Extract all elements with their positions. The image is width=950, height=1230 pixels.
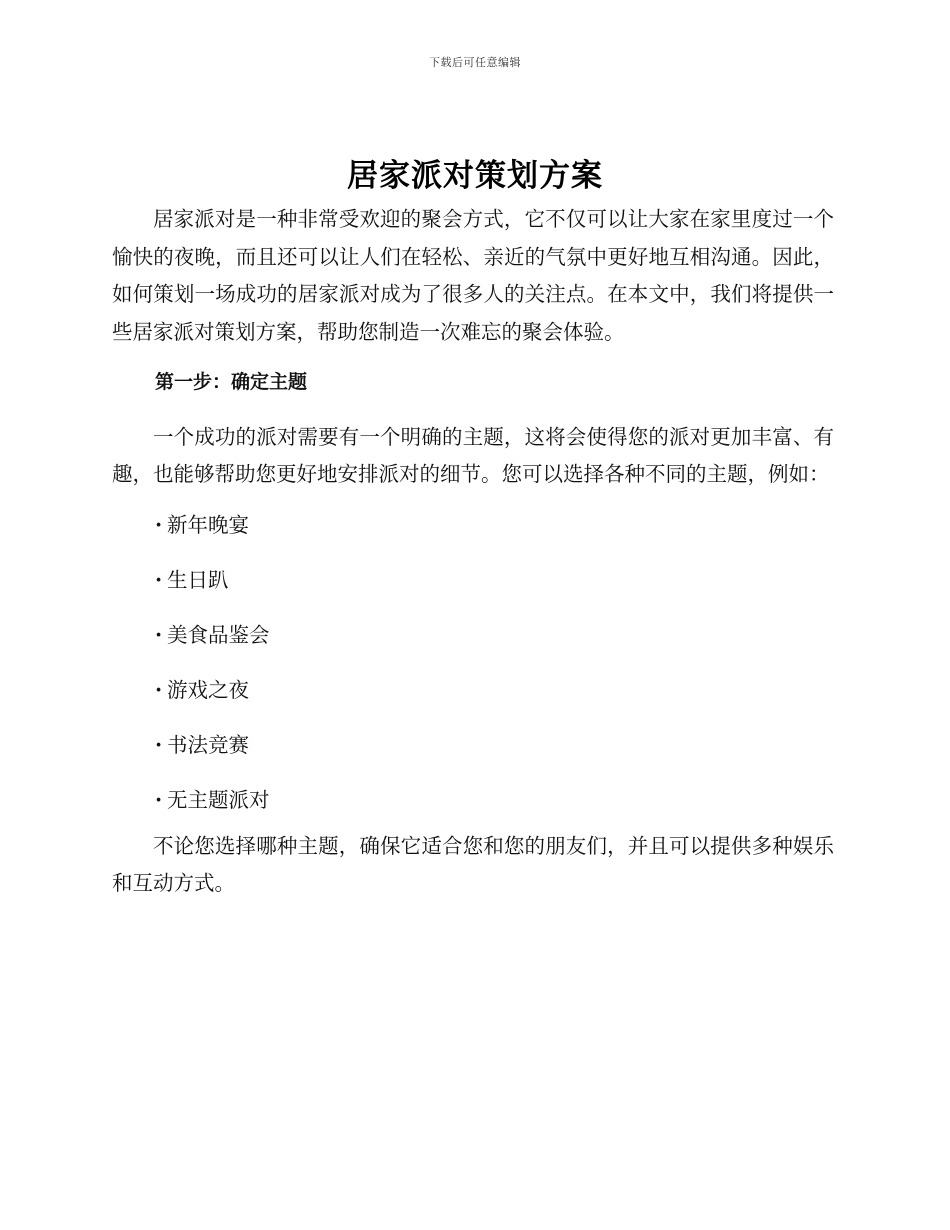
step1-heading: 第一步：确定主题 [155,371,308,393]
document-title: 居家派对策划方案 [347,158,603,194]
theme-list [112,498,834,828]
bullet-icon: · [155,567,163,592]
list-item [155,773,834,828]
document-body [112,201,834,903]
theme-label: 美食品鉴会 [167,622,270,647]
header-note: 下载后可任意编辑 [429,56,521,69]
list-item [155,718,834,773]
bullet-icon: · [155,732,163,757]
bullet-icon: · [155,512,163,537]
list-item [155,663,834,718]
theme-label: 书法竞赛 [167,732,249,757]
theme-label: 无主题派对 [167,787,270,812]
bullet-icon: · [155,622,163,647]
bullet-icon: · [155,677,163,702]
step1-paragraph: 一个成功的派对需要有一个明确的主题，这将会使得您的派对更加丰富、有趣，也能够帮助您更好地安排派对的细节。您可以选择各种不同的主题，例如： [112,424,834,486]
intro-paragraph: 居家派对是一种非常受欢迎的聚会方式，它不仅可以让大家在家里度过一个愉快的夜晚，而且还可以让人们在轻松、亲近的气氛中更好地互相沟通。因此，如何策划一场成功的居家派对成为了很多人的关注点。在本文中，我们将提供一些居家派对策划方案，帮助您制造一次难忘的聚会体验。 [112,207,834,344]
bullet-icon: · [155,787,163,812]
theme-label: 游戏之夜 [167,677,249,702]
theme-label: 生日趴 [167,567,229,592]
closing-paragraph: 不论您选择哪种主题，确保它适合您和您的朋友们，并且可以提供多种娱乐和互动方式。 [112,833,834,895]
theme-label: 新年晚宴 [167,512,249,537]
list-item [155,553,834,608]
list-item [155,608,834,663]
list-item [155,498,834,553]
